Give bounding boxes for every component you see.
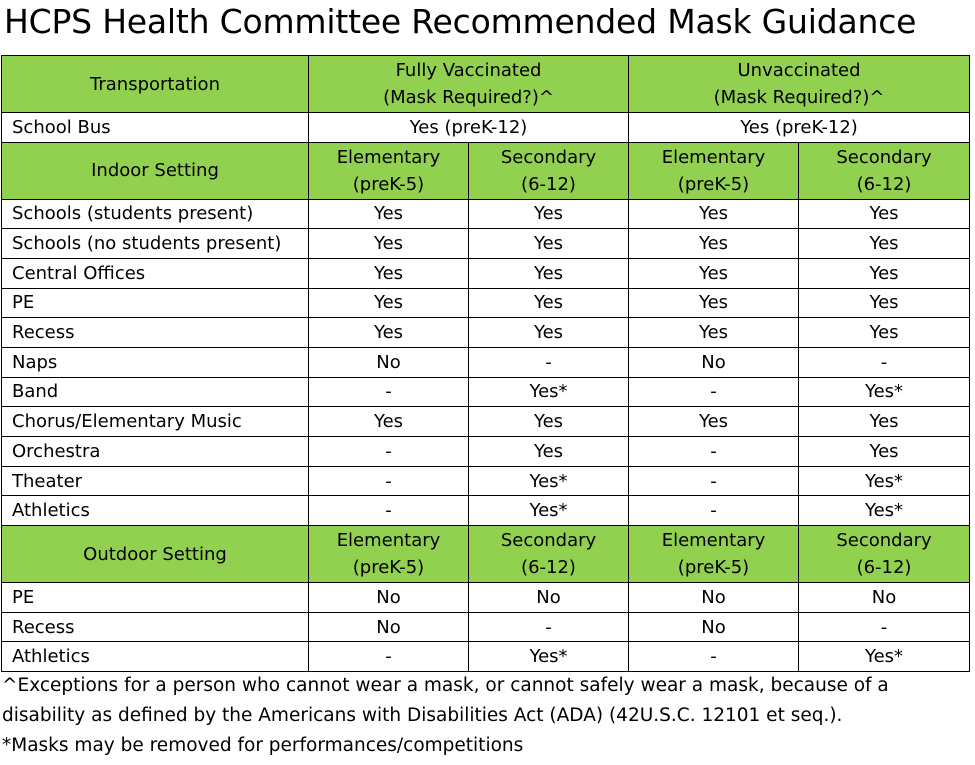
value-cell: Yes* bbox=[469, 466, 629, 496]
value-cell: - bbox=[629, 642, 799, 672]
setting-cell: Athletics bbox=[2, 642, 309, 672]
value-cell: Yes bbox=[309, 288, 469, 318]
setting-cell: Athletics bbox=[2, 496, 309, 526]
setting-cell: Central Offices bbox=[2, 258, 309, 288]
outdoor-header-row bbox=[2, 526, 970, 583]
value-cell: Yes bbox=[629, 407, 799, 437]
setting-cell: Theater bbox=[2, 466, 309, 496]
header-line: (6-12) bbox=[521, 173, 576, 195]
value-cell: No bbox=[799, 583, 970, 613]
header-line: (preK-5) bbox=[352, 557, 425, 579]
value-cell: Yes bbox=[469, 288, 629, 318]
header-line: Fully Vaccinated bbox=[395, 60, 542, 81]
value-cell: - bbox=[309, 496, 469, 526]
table-row bbox=[2, 229, 970, 259]
value-cell: Yes* bbox=[799, 642, 970, 672]
value-cell: - bbox=[799, 347, 970, 377]
value-cell: Yes bbox=[309, 258, 469, 288]
value-cell: No bbox=[309, 347, 469, 377]
value-cell: - bbox=[629, 496, 799, 526]
table-row bbox=[2, 318, 970, 348]
header-line: (Mask Required?)^ bbox=[383, 87, 554, 108]
value-cell: No bbox=[629, 612, 799, 642]
header-line: (6-12) bbox=[856, 173, 912, 195]
indoor-section bbox=[2, 142, 970, 526]
value-cell: - bbox=[629, 377, 799, 407]
value-cell: - bbox=[799, 612, 970, 642]
mask-guidance-table bbox=[1, 55, 970, 672]
transportation-label: Transportation bbox=[2, 56, 309, 113]
setting-cell: PE bbox=[2, 288, 309, 318]
value-cell: - bbox=[309, 437, 469, 467]
value-cell: Yes bbox=[629, 258, 799, 288]
value-cell: Yes bbox=[799, 199, 970, 229]
value-cell: Yes* bbox=[799, 466, 970, 496]
column-header bbox=[309, 526, 469, 583]
column-header bbox=[629, 526, 799, 583]
column-header bbox=[309, 142, 469, 199]
indoor-header-row bbox=[2, 142, 970, 199]
footnotes bbox=[2, 671, 974, 761]
value-cell: Yes bbox=[469, 229, 629, 259]
value-cell: Yes bbox=[629, 229, 799, 259]
header-line: (6-12) bbox=[856, 557, 912, 579]
column-header bbox=[469, 142, 629, 199]
column-header bbox=[799, 142, 970, 199]
setting-cell: School Bus bbox=[2, 113, 309, 143]
value-cell: - bbox=[309, 466, 469, 496]
value-cell: Yes* bbox=[799, 377, 970, 407]
unvaccinated-header bbox=[629, 56, 970, 113]
header-line: Elementary bbox=[661, 146, 766, 168]
page-title: HCPS Health Committee Recommended Mask Guidance bbox=[4, 2, 917, 41]
header-line: (preK-5) bbox=[677, 557, 750, 579]
value-cell: Yes bbox=[309, 318, 469, 348]
value-cell: No bbox=[629, 583, 799, 613]
header-line: (6-12) bbox=[521, 557, 576, 579]
outdoor-setting-label: Outdoor Setting bbox=[2, 526, 309, 583]
value-cell: Yes (preK-12) bbox=[629, 113, 970, 143]
value-cell: Yes* bbox=[799, 496, 970, 526]
value-cell: No bbox=[469, 583, 629, 613]
value-cell: Yes bbox=[799, 407, 970, 437]
value-cell: No bbox=[629, 347, 799, 377]
table-row bbox=[2, 407, 970, 437]
value-cell: - bbox=[629, 437, 799, 467]
table-row bbox=[2, 466, 970, 496]
value-cell: No bbox=[309, 583, 469, 613]
setting-cell: PE bbox=[2, 583, 309, 613]
value-cell: Yes bbox=[629, 288, 799, 318]
header-line: Elementary bbox=[661, 530, 766, 552]
fully-vaccinated-header bbox=[309, 56, 629, 113]
footnote-line: disability as defined by the Americans with Disabilities Act (ADA) (42U.S.C. 12101 et seq.). bbox=[2, 705, 843, 726]
table-row bbox=[2, 258, 970, 288]
column-header bbox=[469, 526, 629, 583]
table-row bbox=[2, 437, 970, 467]
value-cell: Yes bbox=[799, 258, 970, 288]
value-cell: - bbox=[469, 612, 629, 642]
setting-cell: Band bbox=[2, 377, 309, 407]
value-cell: - bbox=[309, 377, 469, 407]
value-cell: Yes bbox=[469, 258, 629, 288]
header-line: (preK-5) bbox=[352, 173, 425, 195]
value-cell: Yes bbox=[799, 437, 970, 467]
header-line: (preK-5) bbox=[677, 173, 750, 195]
table-row bbox=[2, 496, 970, 526]
header-line: Secondary bbox=[836, 146, 932, 168]
setting-cell: Naps bbox=[2, 347, 309, 377]
header-line: Secondary bbox=[836, 530, 932, 552]
value-cell: Yes bbox=[309, 229, 469, 259]
setting-cell: Chorus/Elementary Music bbox=[2, 407, 309, 437]
value-cell: - bbox=[629, 466, 799, 496]
column-header bbox=[629, 142, 799, 199]
value-cell: Yes bbox=[309, 407, 469, 437]
value-cell: - bbox=[469, 347, 629, 377]
value-cell: Yes bbox=[629, 318, 799, 348]
value-cell: Yes bbox=[469, 437, 629, 467]
value-cell: Yes bbox=[799, 288, 970, 318]
value-cell: Yes bbox=[799, 318, 970, 348]
header-line: Elementary bbox=[336, 530, 441, 552]
value-cell: Yes bbox=[469, 318, 629, 348]
setting-cell: Orchestra bbox=[2, 437, 309, 467]
setting-cell: Recess bbox=[2, 318, 309, 348]
header-line: Secondary bbox=[500, 530, 597, 552]
column-header bbox=[799, 526, 970, 583]
indoor-setting-label: Indoor Setting bbox=[2, 142, 309, 199]
header-line: Elementary bbox=[336, 146, 441, 168]
footnote-line: *Masks may be removed for performances/competitions bbox=[2, 735, 524, 756]
value-cell: Yes bbox=[629, 199, 799, 229]
table-row bbox=[2, 113, 970, 143]
value-cell: Yes bbox=[309, 199, 469, 229]
header-line: (Mask Required?)^ bbox=[713, 87, 885, 108]
footnote-line: ^Exceptions for a person who cannot wear a mask, or cannot safely wear a mask, because of a bbox=[2, 675, 889, 696]
value-cell: Yes bbox=[469, 407, 629, 437]
table-row bbox=[2, 199, 970, 229]
value-cell: - bbox=[309, 642, 469, 672]
value-cell: Yes* bbox=[469, 642, 629, 672]
table-row bbox=[2, 288, 970, 318]
value-cell: Yes (preK-12) bbox=[309, 113, 629, 143]
table-row bbox=[2, 377, 970, 407]
value-cell: Yes* bbox=[469, 377, 629, 407]
setting-cell: Schools (no students present) bbox=[2, 229, 309, 259]
value-cell: Yes bbox=[799, 229, 970, 259]
table-row bbox=[2, 347, 970, 377]
header-line: Secondary bbox=[500, 146, 597, 168]
header-line: Unvaccinated bbox=[737, 60, 861, 81]
transportation-header-row bbox=[2, 56, 970, 113]
table-row bbox=[2, 642, 970, 672]
value-cell: Yes bbox=[469, 199, 629, 229]
table-row bbox=[2, 583, 970, 613]
table-row bbox=[2, 612, 970, 642]
value-cell: Yes* bbox=[469, 496, 629, 526]
value-cell: No bbox=[309, 612, 469, 642]
outdoor-section bbox=[2, 526, 970, 672]
setting-cell: Recess bbox=[2, 612, 309, 642]
setting-cell: Schools (students present) bbox=[2, 199, 309, 229]
